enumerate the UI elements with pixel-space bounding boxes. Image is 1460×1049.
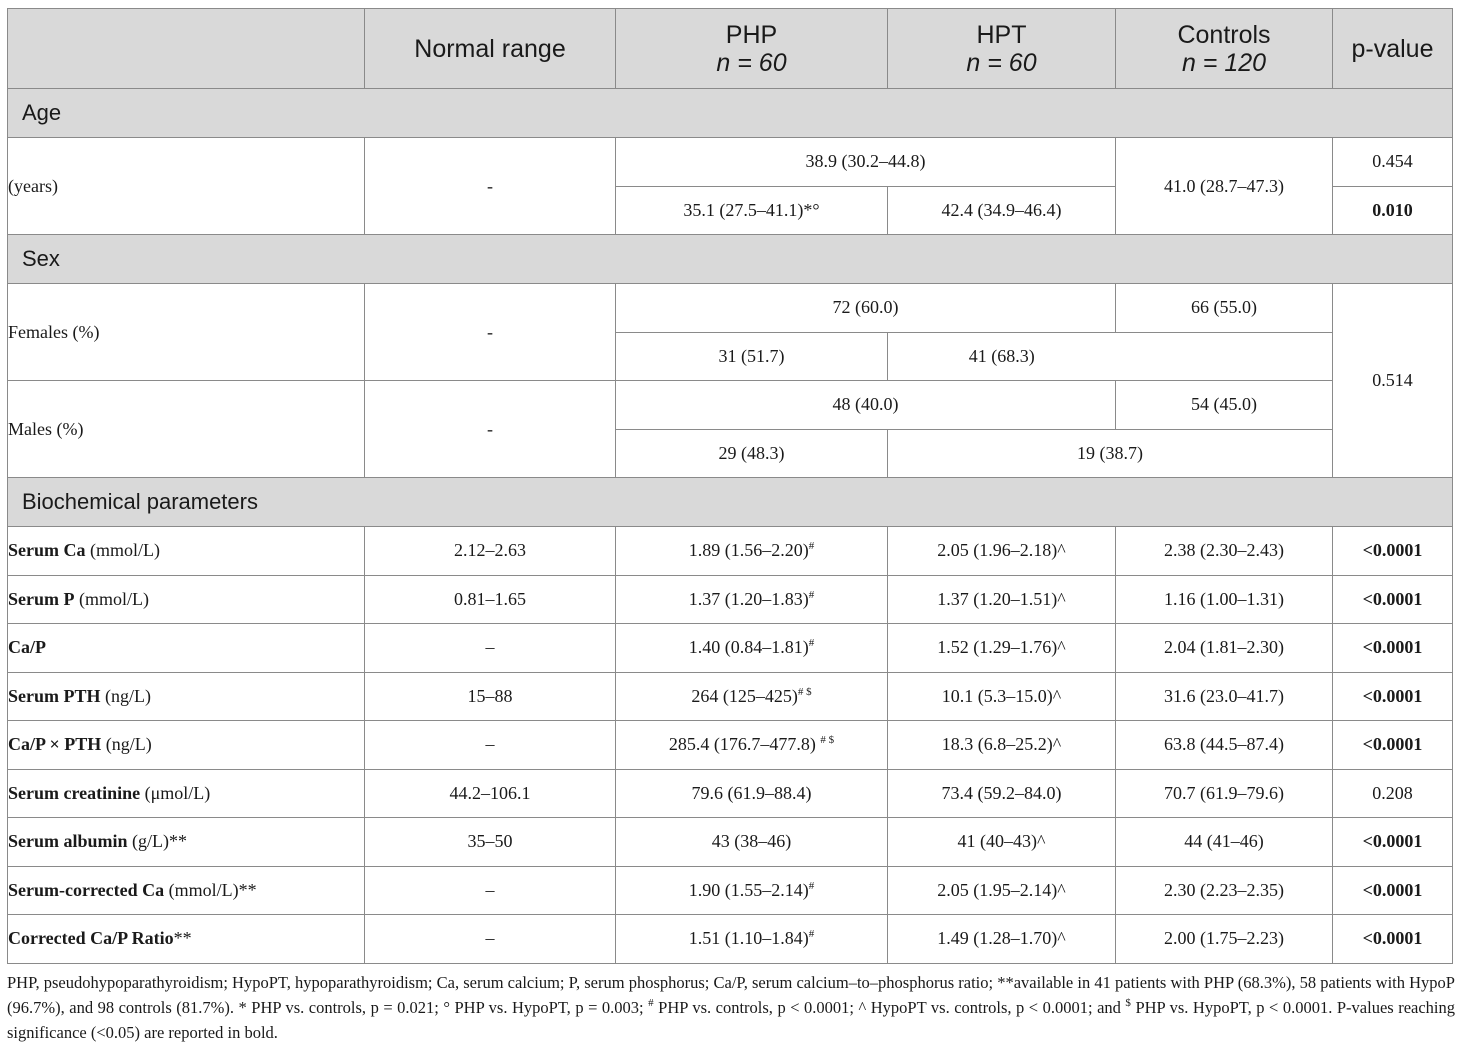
- biochem-bold: Corrected Ca/P Ratio: [8, 928, 174, 949]
- age-php: 35.1 (27.5–41.1)*°: [616, 186, 888, 235]
- section-sex-title: Sex: [8, 235, 1453, 284]
- females-normal: -: [365, 284, 616, 381]
- biochem-php-sup: #: [808, 928, 815, 941]
- biochem-p: <0.0001: [1333, 915, 1453, 964]
- section-age-title: Age: [8, 89, 1453, 138]
- table-footnote: [7, 970, 1455, 1045]
- biochem-php: [616, 818, 888, 867]
- males-normal: -: [365, 381, 616, 478]
- biochem-hpt: 41 (40–43)^: [888, 818, 1116, 867]
- header-php: [616, 9, 888, 89]
- header-pvalue: p-value: [1333, 9, 1453, 89]
- biochem-bold: Ca/P: [8, 637, 46, 658]
- biochem-row: [8, 721, 1453, 770]
- biochem-unit: (mmol/L): [85, 540, 160, 561]
- biochem-param: [8, 624, 365, 673]
- biochem-php: [616, 721, 888, 770]
- biochem-hpt: 2.05 (1.96–2.18)^: [888, 527, 1116, 576]
- biochem-controls: 63.8 (44.5–87.4): [1116, 721, 1333, 770]
- header-php-label: PHP: [725, 20, 778, 49]
- biochem-param: [8, 769, 365, 818]
- age-label: (years): [8, 138, 365, 235]
- section-sex: [8, 235, 1453, 284]
- biochem-row: [8, 672, 1453, 721]
- biochem-controls: 2.00 (1.75–2.23): [1116, 915, 1333, 964]
- biochem-unit: (g/L)**: [127, 831, 188, 852]
- females-hpt: 41 (68.3): [888, 332, 1116, 381]
- biochem-bold: Serum-corrected Ca: [8, 879, 165, 900]
- footnote-sup2: $: [1125, 997, 1131, 1009]
- age-normal: -: [365, 138, 616, 235]
- biochem-hpt: 1.52 (1.29–1.76)^: [888, 624, 1116, 673]
- biochem-hpt: 10.1 (5.3–15.0)^: [888, 672, 1116, 721]
- biochem-php: [616, 769, 888, 818]
- biochem-php: 1.51 (1.10–1.84): [688, 928, 809, 949]
- females-controls: 66 (55.0): [1116, 284, 1333, 333]
- section-biochem: [8, 478, 1453, 527]
- biochem-php: 264 (125–425): [691, 685, 798, 706]
- header-controls-label: Controls: [1177, 20, 1271, 49]
- females-label: Females (%): [8, 284, 365, 381]
- biochem-bold: Serum albumin: [8, 831, 128, 852]
- biochem-php: 79.6 (61.9–88.4): [691, 782, 812, 803]
- biochem-controls: 70.7 (61.9–79.6): [1116, 769, 1333, 818]
- biochem-body: [8, 527, 1453, 964]
- header-row: [8, 9, 1453, 89]
- biochem-php-sup: #: [808, 879, 815, 892]
- biochem-p: <0.0001: [1333, 866, 1453, 915]
- females-php: 31 (51.7): [616, 332, 888, 381]
- biochem-normal: –: [365, 915, 616, 964]
- header-hpt-label: HPT: [976, 20, 1027, 49]
- biochem-bold: Serum creatinine: [8, 782, 141, 803]
- biochem-row: [8, 624, 1453, 673]
- biochem-controls: 1.16 (1.00–1.31): [1116, 575, 1333, 624]
- biochem-php: 285.4 (176.7–477.8): [668, 734, 821, 755]
- biochem-hpt: 1.37 (1.20–1.51)^: [888, 575, 1116, 624]
- biochem-param: [8, 672, 365, 721]
- biochem-normal: –: [365, 624, 616, 673]
- biochem-controls: 2.04 (1.81–2.30): [1116, 624, 1333, 673]
- biochem-php: [616, 527, 888, 576]
- biochem-php: 1.40 (0.84–1.81): [688, 637, 809, 658]
- biochem-bold: Serum Ca: [8, 540, 86, 561]
- females-row-1: [8, 284, 1453, 333]
- biochem-param: [8, 721, 365, 770]
- biochem-param: [8, 818, 365, 867]
- biochem-hpt: 2.05 (1.95–2.14)^: [888, 866, 1116, 915]
- biochem-controls: 2.30 (2.23–2.35): [1116, 866, 1333, 915]
- biochem-param: [8, 866, 365, 915]
- footnote-sup1: #: [648, 997, 654, 1009]
- biochem-php: [616, 672, 888, 721]
- males-php: 29 (48.3): [616, 429, 888, 478]
- biochem-unit: (μmol/L): [140, 782, 211, 803]
- biochem-unit: (mmol/L)**: [164, 879, 257, 900]
- biochem-row: [8, 915, 1453, 964]
- age-p-combined: 0.454: [1333, 138, 1453, 187]
- biochem-normal: 0.81–1.65: [365, 575, 616, 624]
- age-row-1: [8, 138, 1453, 187]
- biochem-controls: 2.38 (2.30–2.43): [1116, 527, 1333, 576]
- biochem-unit: **: [173, 928, 192, 949]
- age-hpt: 42.4 (34.9–46.4): [888, 186, 1116, 235]
- biochem-php: 1.90 (1.55–2.14): [688, 879, 809, 900]
- footnote-part2: PHP vs. controls, p < 0.0001; ^ HypoPT vs. controls, p < 0.0001; and: [653, 998, 1126, 1017]
- biochem-php: 43 (38–46): [711, 831, 792, 852]
- biochem-hpt: 1.49 (1.28–1.70)^: [888, 915, 1116, 964]
- biochem-php: [616, 624, 888, 673]
- biochem-php-sup: #: [808, 540, 815, 553]
- females-combined: 72 (60.0): [616, 284, 1116, 333]
- biochem-param: [8, 575, 365, 624]
- footnote-part3: PHP vs. HypoPT, p < 0.0001. P-values reaching significance (<0.05) are reported in bold.: [7, 998, 1455, 1042]
- age-p-groups: 0.010: [1333, 186, 1453, 235]
- males-label: Males (%): [8, 381, 365, 478]
- biochem-normal: 35–50: [365, 818, 616, 867]
- biochem-p: <0.0001: [1333, 818, 1453, 867]
- biochem-php: [616, 575, 888, 624]
- header-php-n: n = 60: [716, 48, 787, 77]
- biochem-bold: Serum P: [8, 588, 75, 609]
- biochem-param: [8, 527, 365, 576]
- biochem-p: <0.0001: [1333, 527, 1453, 576]
- biochem-php-sup: # $: [820, 734, 835, 747]
- biochem-p: 0.208: [1333, 769, 1453, 818]
- biochem-p: <0.0001: [1333, 624, 1453, 673]
- biochem-hpt: 18.3 (6.8–25.2)^: [888, 721, 1116, 770]
- sex-p: 0.514: [1333, 284, 1453, 478]
- biochem-hpt: 73.4 (59.2–84.0): [888, 769, 1116, 818]
- biochem-normal: 15–88: [365, 672, 616, 721]
- results-table: [7, 8, 1453, 964]
- males-combined: 48 (40.0): [616, 381, 1116, 430]
- header-blank: [8, 9, 365, 89]
- biochem-controls: 44 (41–46): [1116, 818, 1333, 867]
- biochem-php-sup: #: [808, 588, 815, 601]
- biochem-normal: 44.2–106.1: [365, 769, 616, 818]
- header-normal-range: Normal range: [365, 9, 616, 89]
- age-combined: 38.9 (30.2–44.8): [616, 138, 1116, 187]
- males-controls: 54 (45.0): [1116, 381, 1333, 430]
- biochem-unit: (ng/L): [100, 685, 151, 706]
- biochem-param: [8, 915, 365, 964]
- age-controls: 41.0 (28.7–47.3): [1116, 138, 1333, 235]
- header-controls: [1116, 9, 1333, 89]
- biochem-unit: (ng/L): [101, 734, 152, 755]
- biochem-bold: Ca/P × PTH: [8, 734, 102, 755]
- biochem-php: 1.89 (1.56–2.20): [688, 540, 809, 561]
- biochem-normal: 2.12–2.63: [365, 527, 616, 576]
- biochem-normal: –: [365, 866, 616, 915]
- biochem-bold: Serum PTH: [8, 685, 101, 706]
- biochem-p: <0.0001: [1333, 575, 1453, 624]
- males-row-1: [8, 381, 1453, 430]
- header-hpt: [888, 9, 1116, 89]
- biochem-normal: –: [365, 721, 616, 770]
- biochem-row: [8, 575, 1453, 624]
- biochem-php-sup: #: [808, 637, 815, 650]
- males-hpt: 19 (38.7): [888, 429, 1333, 478]
- biochem-row: [8, 527, 1453, 576]
- biochem-unit: (mmol/L): [74, 588, 149, 609]
- section-biochem-title: Biochemical parameters: [8, 478, 1453, 527]
- biochem-php: [616, 915, 888, 964]
- biochem-php-sup: # $: [797, 685, 812, 698]
- biochem-row: [8, 769, 1453, 818]
- header-controls-n: n = 120: [1181, 48, 1267, 77]
- section-age: [8, 89, 1453, 138]
- biochem-php: [616, 866, 888, 915]
- biochem-controls: 31.6 (23.0–41.7): [1116, 672, 1333, 721]
- females-controls-empty: [1116, 332, 1333, 381]
- header-hpt-n: n = 60: [966, 48, 1037, 77]
- biochem-p: <0.0001: [1333, 721, 1453, 770]
- footnote-part1: PHP, pseudohypoparathyroidism; HypoPT, hypoparathyroidism; Ca, serum calcium; P, serum phosphorus; Ca/P, serum calcium–to–phosphorus ratio; **available in 41 patients with PHP (68.3%), 58 patients with HypoP (96.7%), and 98 controls (81.7%). * PHP vs. controls, p = 0.021; ° PHP vs. HypoPT, p = 0.003;: [7, 973, 1455, 1017]
- biochem-row: [8, 866, 1453, 915]
- biochem-row: [8, 818, 1453, 867]
- biochem-php: 1.37 (1.20–1.83): [688, 588, 809, 609]
- biochem-p: <0.0001: [1333, 672, 1453, 721]
